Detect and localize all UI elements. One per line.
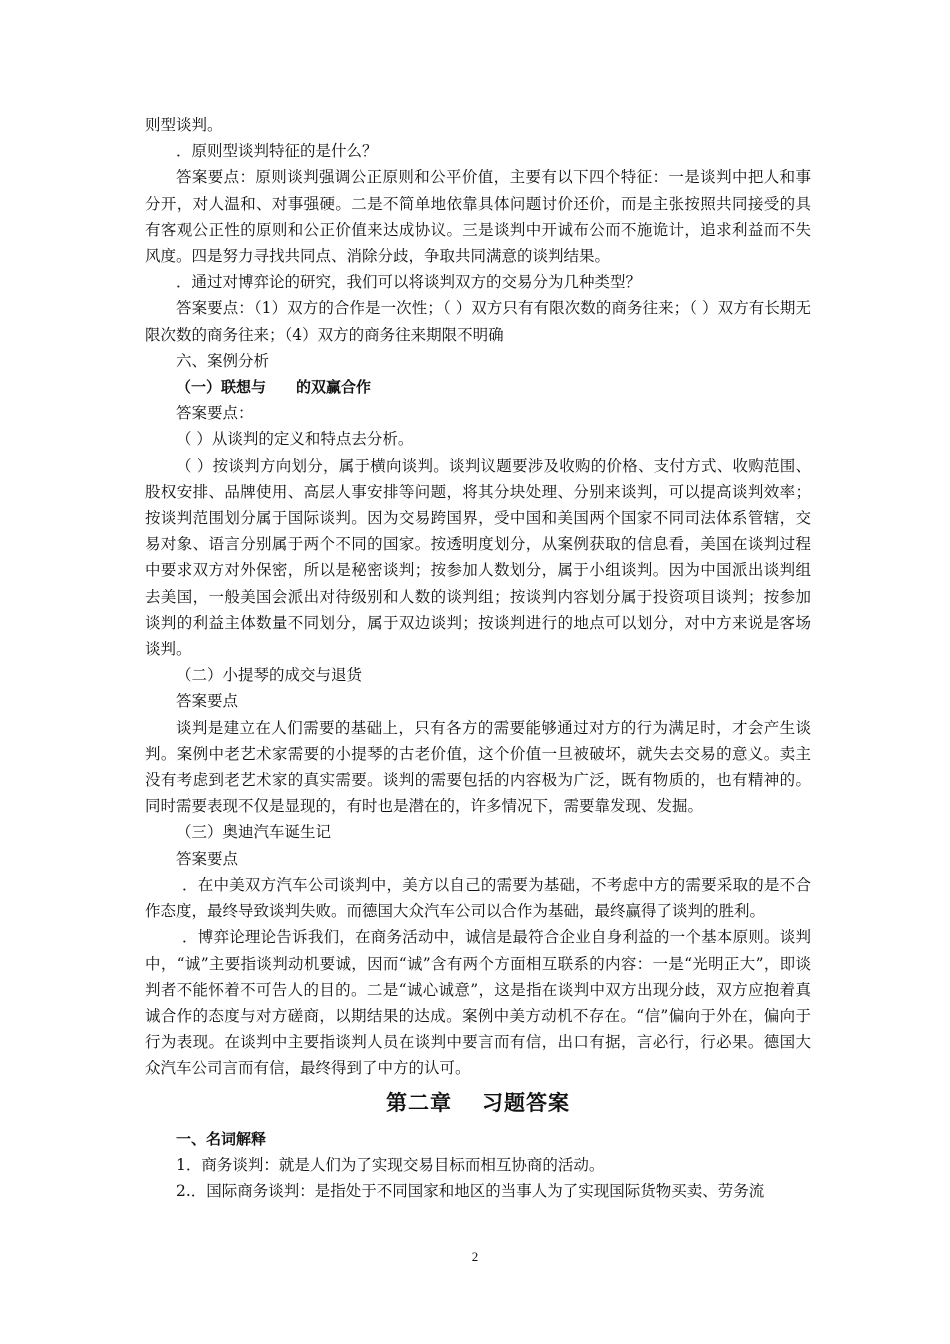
chapter-subtitle: 习题答案 — [482, 1090, 570, 1115]
question-principled-negotiation: ．原则型谈判特征的是什么？ — [176, 142, 378, 161]
case-heading-audi: （三）奥迪汽车诞生记 — [176, 823, 332, 842]
case-violin-answer: 谈判是建立在人们需要的基础上，只有各方的需要能够通过对方的行为满足时，才会产生谈判。案例中老艺术家需要的小提琴的古老价值，这个价值一旦被破坏，就失去交易的意义。卖主没有考虑到老艺术家的真实需要。谈判的需要包括的内容极为广泛，既有物质的，也有精神的。同时需要表现不仅是显现的，有时也是潜在的，许多情况下，需要靠发现、发掘。 — [145, 718, 811, 816]
answer-label: 答案要点 — [176, 849, 239, 868]
question-game-theory: ．通过对博弈论的研究，我们可以将谈判双方的交易分为几种类型？ — [176, 273, 642, 292]
case-audi-point-2: ．博弈论理论告诉我们，在商务活动中，诚信是最符合企业自身利益的一个基本原则。谈判中，“诚”主要指谈判动机要诚，因而“诚”含有两个方面相互联系的内容：一是“光明正大”，即谈判者不能怀着不可告人的目的。二是“诚心诚意”，这是指在谈判中双方出现分歧，双方应抱着真诚合作的态度与对方磋商，以期结果的达成。案例中美方动机不存在。“信”偏向于外在，偏向于行为表现。在谈判中主要指谈判人员在谈判中要言而有信，出口有据，言必行，行必果。德国大众汽车公司言而有信，最终得到了中方的认可。 — [145, 928, 811, 1078]
answer-label: 答案要点： — [176, 404, 254, 423]
case-point-1: （ ）从谈判的定义和特点去分析。 — [176, 430, 414, 449]
answer-game-theory: 答案要点：（1）双方的合作是一次性；（ ）双方只有有限次数的商务往来；（ ）双方有长期无限次数的商务往来；（4）双方的商务往来期限不明确 — [145, 299, 811, 344]
case-heading-violin: （二）小提琴的成交与退货 — [176, 666, 363, 685]
page-number: 2 — [471, 1249, 479, 1264]
case-audi-point-1: ．在中美双方汽车公司谈判中，美方以自己的需要为基础，不考虑中方的需要采取的是不合作态度，最终导致谈判失败。而德国大众汽车公司以合作为基础，最终赢得了谈判的胜利。 — [145, 875, 811, 921]
chapter-title — [145, 1090, 811, 1116]
page-content — [145, 112, 811, 1204]
term-international-negotiation: 2.．国际商务谈判：是指处于不同国家和地区的当事人为了实现国际货物买卖、劳务流 — [176, 1181, 765, 1200]
chapter-number: 第二章 — [386, 1090, 452, 1115]
case-heading-lenovo: （一）联想与 的双赢合作 — [176, 378, 372, 397]
section-heading-case-analysis: 六、案例分析 — [176, 351, 270, 370]
paragraph-continuation: 则型谈判。 — [145, 116, 223, 134]
case-point-2: （ ）按谈判方向划分，属于横向谈判。谈判议题要涉及收购的价格、支付方式、收购范围、股权安排、品牌使用、高层人事安排等问题，将其分块处理、分别来谈判，可以提高谈判效率；按谈判范围划分属于国际谈判。因为交易跨国界，受中国和美国两个国家不同司法体系管辖，交易对象、语言分别属于两个不同的国家。按透明度划分，从案例获取的信息看，美国在谈判过程中要求双方对外保密，所以是秘密谈判；按参加人数划分，属于小组谈判。因为中国派出谈判组去美国，一般美国会派出对待级别和人数的谈判组；按谈判内容划分属于投资项目谈判；按参加谈判的利益主体数量不同划分，属于双边谈判；按谈判进行的地点可以划分，对中方来说是客场谈判。 — [145, 456, 811, 659]
answer-principled-negotiation: 答案要点：原则谈判强调公正原则和公平价值，主要有以下四个特征：一是谈判中把人和事分开，对人温和、对事强硬。二是不简单地依靠具体问题讨价还价，而是主张按照共同接受的具有客观公正性的原则和公正价值来达成协议。三是谈判中开诚布公而不施诡计，追求利益而不失风度。四是努力寻找共同点、消除分歧，争取共同满意的谈判结果。 — [145, 168, 811, 266]
answer-label: 答案要点 — [176, 692, 239, 711]
section-heading-terms: 一、名词解释 — [176, 1129, 267, 1148]
term-business-negotiation: 1．商务谈判：就是人们为了实现交易目标而相互协商的活动。 — [176, 1155, 605, 1174]
